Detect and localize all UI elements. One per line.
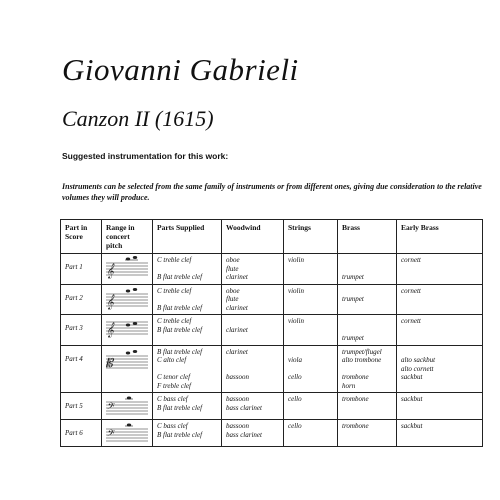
strings: violin — [284, 315, 338, 346]
early-brass: sackbut — [397, 420, 483, 447]
woodwind: bassoon bass clarinet — [222, 420, 284, 447]
early-brass: alto sackbut alto cornett sackbut — [397, 345, 483, 393]
woodwind: oboe flute clarinet — [222, 254, 284, 285]
strings: violin — [284, 284, 338, 315]
range-staff — [102, 345, 153, 393]
header-strings: Strings — [284, 220, 338, 254]
parts-supplied: C treble clef B flat treble clef — [153, 315, 222, 346]
svg-text:𝄞: 𝄞 — [106, 294, 114, 310]
early-brass: cornett — [397, 315, 483, 346]
woodwind: oboe flute clarinet — [222, 284, 284, 315]
brass: trombone — [338, 420, 397, 447]
woodwind: clarinet bassoon — [222, 345, 284, 393]
parts-supplied: C treble clef B flat treble clef — [153, 284, 222, 315]
svg-text:𝄢: 𝄢 — [106, 401, 114, 414]
composer-title: Giovanni Gabrieli — [62, 52, 299, 87]
range-staff — [102, 393, 153, 420]
woodwind: clarinet — [222, 315, 284, 346]
table-header-row — [61, 220, 483, 254]
part-label: Part 4 — [61, 345, 102, 393]
brass: trumpet/flugel alto trombone trombone horn — [338, 345, 397, 393]
header-range: Range in concert pitch — [102, 220, 153, 254]
part-label: Part 5 — [61, 393, 102, 420]
header-parts-supplied: Parts Supplied — [153, 220, 222, 254]
part-label: Part 6 — [61, 420, 102, 447]
parts-supplied: C bass clef B flat treble clef — [153, 420, 222, 447]
header-woodwind: Woodwind — [222, 220, 284, 254]
brass: trumpet — [338, 254, 397, 285]
range-staff — [102, 420, 153, 447]
table-row — [61, 345, 483, 393]
brass: trumpet — [338, 284, 397, 315]
svg-text:𝄞: 𝄞 — [106, 323, 114, 338]
brass: trombone — [338, 393, 397, 420]
svg-text:𝄢: 𝄢 — [106, 428, 114, 441]
bass-staff-icon — [104, 421, 150, 445]
header-early-brass: Early Brass — [397, 220, 483, 254]
parts-supplied: C bass clef B flat treble clef — [153, 393, 222, 420]
range-staff — [102, 284, 153, 315]
parts-supplied: C treble clef B flat treble clef — [153, 254, 222, 285]
table-row — [61, 393, 483, 420]
suggested-heading: Suggested instrumentation for this work: — [62, 151, 229, 161]
bass-staff-icon — [104, 394, 150, 418]
strings: viola cello — [284, 345, 338, 393]
part-label: Part 1 — [61, 254, 102, 285]
header-brass: Brass — [338, 220, 397, 254]
woodwind: bassoon bass clarinet — [222, 393, 284, 420]
strings: cello — [284, 393, 338, 420]
treble-staff-icon — [104, 286, 150, 310]
table-row — [61, 284, 483, 315]
svg-text:𝄡: 𝄡 — [106, 355, 113, 370]
part-label: Part 2 — [61, 284, 102, 315]
instrumentation-table — [60, 219, 483, 447]
treble-staff-icon — [104, 316, 150, 340]
svg-text:𝄞: 𝄞 — [106, 264, 114, 279]
table-row — [61, 254, 483, 285]
table-row — [61, 315, 483, 346]
early-brass: cornett — [397, 284, 483, 315]
header-part: Part in Score — [61, 220, 102, 254]
intro-text: Instruments can be selected from the same family of instruments or from different ones, giving due consideration to the relative volumes they will produce. — [62, 182, 482, 202]
early-brass: cornett — [397, 254, 483, 285]
strings: violin — [284, 254, 338, 285]
strings: cello — [284, 420, 338, 447]
alto-staff-icon — [104, 347, 150, 377]
treble-staff-icon — [104, 255, 150, 279]
range-staff — [102, 254, 153, 285]
parts-supplied: B flat treble clef C alto clef C tenor clef F treble clef — [153, 345, 222, 393]
brass: trumpet — [338, 315, 397, 346]
range-staff — [102, 315, 153, 346]
early-brass: sackbut — [397, 393, 483, 420]
work-title: Canzon II (1615) — [62, 106, 214, 131]
part-label: Part 3 — [61, 315, 102, 346]
table-row — [61, 420, 483, 447]
